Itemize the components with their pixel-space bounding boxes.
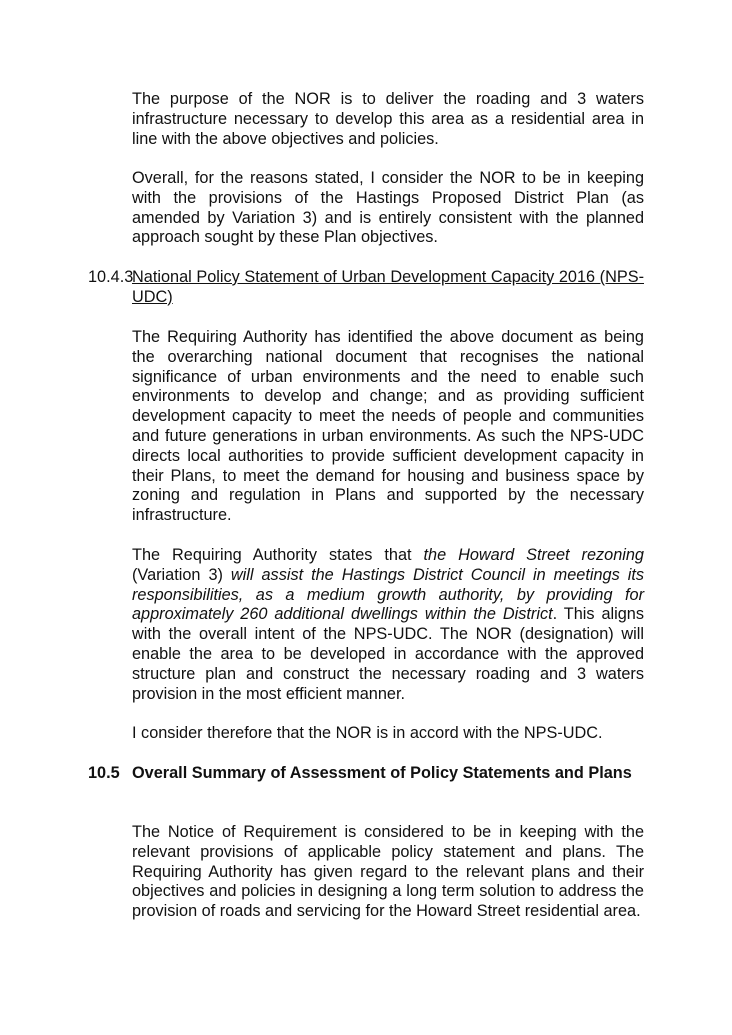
paragraph-howard-street <box>132 546 644 704</box>
paragraph-purpose: The purpose of the NOR is to deliver the roading and 3 waters infrastructure necessary to develop this area as a residential area in line with the above objectives and policies. <box>132 90 644 148</box>
paragraph-accord: I consider therefore that the NOR is in accord with the NPS-UDC. <box>132 724 603 742</box>
paragraph-notice-of-requirement: The Notice of Requirement is considered to be in keeping with the relevant provisions of applicable policy statement and plans. The Requiring Authority has given regard to the relevant plans and their objectives and policies in designing a long term solution to address the provision of roads and servicing for the Howard Street residential area. <box>132 823 644 921</box>
section-title-nps-udc: National Policy Statement of Urban Development Capacity 2016 (NPS-UDC) <box>132 268 644 306</box>
section-number-10-5: 10.5 <box>88 764 120 782</box>
paragraph-overall: Overall, for the reasons stated, I consider the NOR to be in keeping with the provisions of the Hastings Proposed District Plan (as amended by Variation 3) and is entirely consistent with the planned approach sought by these Plan objectives. <box>132 169 644 247</box>
paragraph-requiring-authority: The Requiring Authority has identified the above document as being the overarching national document that recognises the national significance of urban environments and the need to enable such environments to develop and change; and as providing sufficient development capacity to meet the needs of people and communities and future generations in urban environments. As such the NPS-UDC directs local authorities to provide sufficient development capacity in their Plans, to meet the demand for housing and business space by zoning and regulation in Plans and supported by the necessary infrastructure. <box>132 328 644 525</box>
section-title-overall-summary: Overall Summary of Assessment of Policy Statements and Plans <box>132 764 632 782</box>
section-number-10-4-3: 10.4.3 <box>88 268 134 286</box>
p4-tail: . This aligns with the overall intent of the NPS-UDC. The NOR (designation) will enable the area to be developed in accordance with the approved structure plan and construct the necessary roading and 3 waters provision in the most efficient manner. <box>132 605 644 703</box>
p4-lead: The Requiring Authority states that <box>132 546 424 564</box>
p4-italic-responsibilities: will assist the Hastings District Council in meetings its responsibilities, as a medium growth authority, by providing for approximately 260 additional dwellings within the District <box>132 565 644 624</box>
p4-mid: (Variation 3) <box>132 565 231 584</box>
p4-italic-rezoning: the Howard Street rezoning <box>423 546 644 564</box>
